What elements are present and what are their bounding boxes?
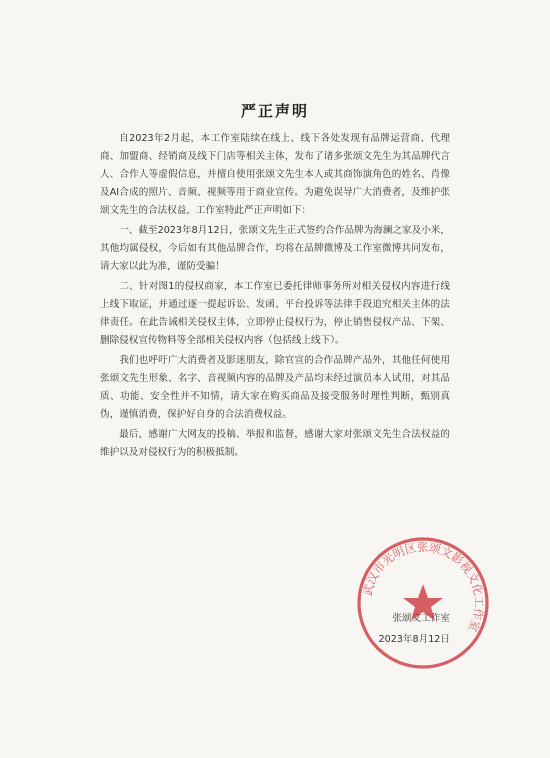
document-body [100,130,450,464]
svg-text:武汉市光明区张颂文影视文化工作室: 武汉市光明区张颂文影视文化工作室 [360,539,487,634]
paragraph-closing: 最后，感谢广大网友的投稿、举报和监督，感谢大家对张颂文先生合法权益的维护以及对侵权行为的积极抵制。 [100,429,450,458]
official-seal-icon [352,532,494,674]
paragraph-point-one: 一、截至2023年8月12日，张颂文先生正式签约合作品牌为海澜之家及小米，其他均属侵权，今后如有其他品牌合作，均将在品牌微博及工作室微博共同发布，请大家以此为准，谨防受骗！ [100,225,450,272]
paragraph-intro: 自2023年2月起，本工作室陆续在线上、线下各处发现有品牌运营商、代理商、加盟商、经销商及线下门店等相关主体，发布了诸多张颂文先生为其品牌代言人、合作人等虚假信息，并擅自使用张颂文先生本人或其商饰演角色的姓名、肖像及AI合成的照片、音频、视频等用于商业宣传。为避免误导广大消费者，及维护张颂文先生的合法权益，工作室特此严正声明如下： [100,133,450,216]
paragraph-appeal: 我们也呼吁广大消费者及影迷朋友，除官宣的合作品牌产品外，其他任何使用张颂文先生形象、名字、音视频内容的品牌及产品均未经过演员本人试用，对其品质、功能、安全性并不知情，请大家在购买商品及接受服务时理性判断，甄别真伪，谨慎消费，保护好自身的合法消费权益。 [100,355,450,420]
document-title: 严正声明 [240,102,309,120]
signature: 张颂文工作室 [392,613,450,624]
issue-date: 2023年8月12日 [378,634,450,645]
paragraph-point-two: 二、针对图1的侵权商家，本工作室已委托律师事务所对相关侵权内容进行线上线下取证，并通过逐一提起诉讼、发函、平台投诉等法律手段追究相关主体的法律责任。在此告诫相关侵权主体，立即停止侵权行为，停止销售侵权产品、下架、删除侵权宣传物料等全部相关侵权内容（包括线上线下）。 [100,281,450,346]
